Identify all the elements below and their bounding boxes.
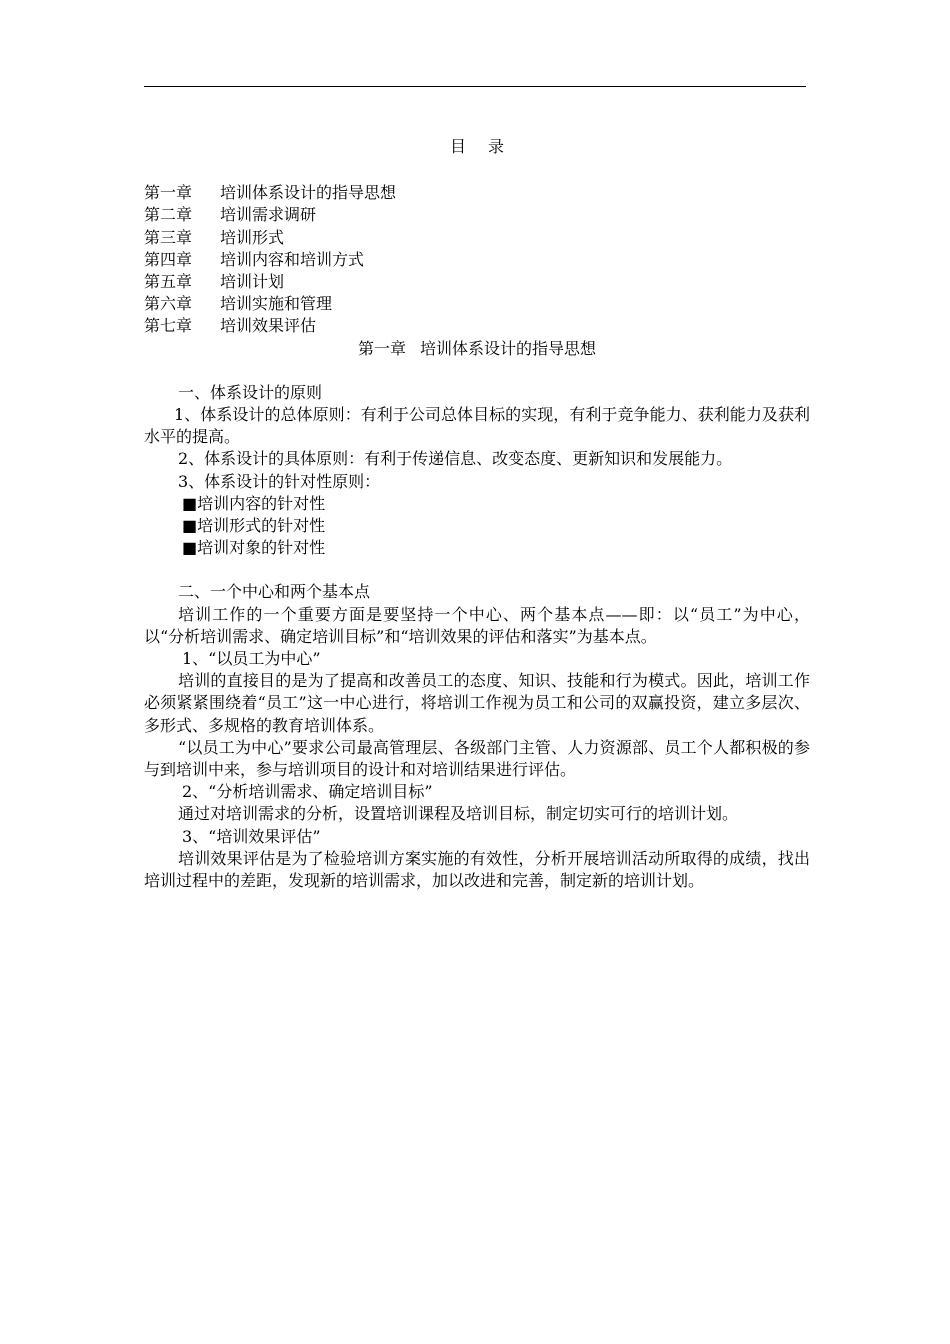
- document-body: [144, 136, 810, 892]
- toc-item: [144, 271, 810, 293]
- chapter-number: 第一章: [357, 338, 406, 358]
- toc-item-number: 第二章: [144, 205, 193, 225]
- paragraph: 3、体系设计的针对性原则：: [178, 471, 381, 491]
- paragraph: 通过对培训需求的分析，设置培训课程及培训目标，制定切实可行的培训计划。: [178, 804, 739, 824]
- bullet-item: ■培训形式的针对性: [182, 516, 326, 536]
- header-rule: [144, 86, 806, 87]
- bullet-item: ■培训对象的针对性: [182, 538, 326, 558]
- toc-item: [144, 315, 810, 337]
- paragraph: 培训效果评估是为了检验培训方案实施的有效性，分析开展培训活动所取得的成绩，找出培训过程中的差距，发现新的培训需求，加以改进和完善，制定新的培训计划。: [144, 848, 810, 891]
- toc-item-title: 培训计划: [220, 272, 285, 292]
- paragraph: “以员工为中心”要求公司最高管理层、各级部门主管、人力资源部、员工个人都积极的参与到培训中来，参与培训项目的设计和对培训结果进行评估。: [144, 737, 810, 780]
- toc-title: [144, 136, 810, 158]
- paragraph: 1、体系设计的总体原则：有利于公司总体目标的实现，有利于竞争能力、获利能力及获利水平的提高。: [144, 405, 810, 447]
- toc-item-title: 培训内容和培训方式: [220, 249, 365, 269]
- toc-item: [144, 204, 810, 226]
- paragraph: 培训的直接目的是为了提高和改善员工的态度、知识、技能和行为模式。因此，培训工作必须紧紧围绕着“员工”这一中心进行，将培训工作视为员工和公司的双赢投资，建立多层次、多形式、多规格的教育培训体系。: [144, 671, 810, 735]
- paragraph: 培训工作的一个重要方面是要坚持一个中心、两个基本点——即：以“员工”为中心，以“分析培训需求、确定培训目标”和“培训效果的评估和落实”为基本点。: [144, 604, 810, 646]
- toc-item: [144, 182, 810, 204]
- section-heading: 二、一个中心和两个基本点: [178, 582, 371, 602]
- toc-item-number: 第六章: [144, 294, 193, 314]
- toc-title-left: 目: [449, 137, 466, 156]
- chapter-title-text: 培训体系设计的指导思想: [420, 338, 597, 358]
- toc-item-number: 第七章: [144, 316, 193, 336]
- toc-item-title: 培训形式: [220, 227, 285, 247]
- toc-item: [144, 293, 810, 315]
- toc-item-title: 培训需求调研: [220, 205, 317, 225]
- chapter-title: [144, 338, 810, 360]
- toc-item-title: 培训效果评估: [220, 316, 317, 336]
- toc-item: [144, 249, 810, 271]
- paragraph: 2、体系设计的具体原则：有利于传递信息、改变态度、更新知识和发展能力。: [178, 449, 733, 469]
- sub-heading: 2、“分析培训需求、确定培训目标”: [182, 782, 433, 802]
- toc-item-number: 第三章: [144, 227, 193, 247]
- sub-heading: 1、“以员工为中心”: [182, 649, 321, 669]
- toc-item-number: 第四章: [144, 249, 193, 269]
- toc-item-title: 培训实施和管理: [220, 294, 333, 314]
- toc-list: [144, 182, 810, 337]
- bullet-item: ■培训内容的针对性: [182, 493, 326, 513]
- toc-title-right: 录: [488, 137, 505, 156]
- toc-item-number: 第一章: [144, 183, 193, 203]
- section-heading: 一、体系设计的原则: [178, 382, 323, 402]
- sub-heading: 3、“培训效果评估”: [182, 826, 321, 846]
- toc-item-title: 培训体系设计的指导思想: [220, 183, 397, 203]
- toc-item-number: 第五章: [144, 272, 193, 292]
- toc-item: [144, 227, 810, 249]
